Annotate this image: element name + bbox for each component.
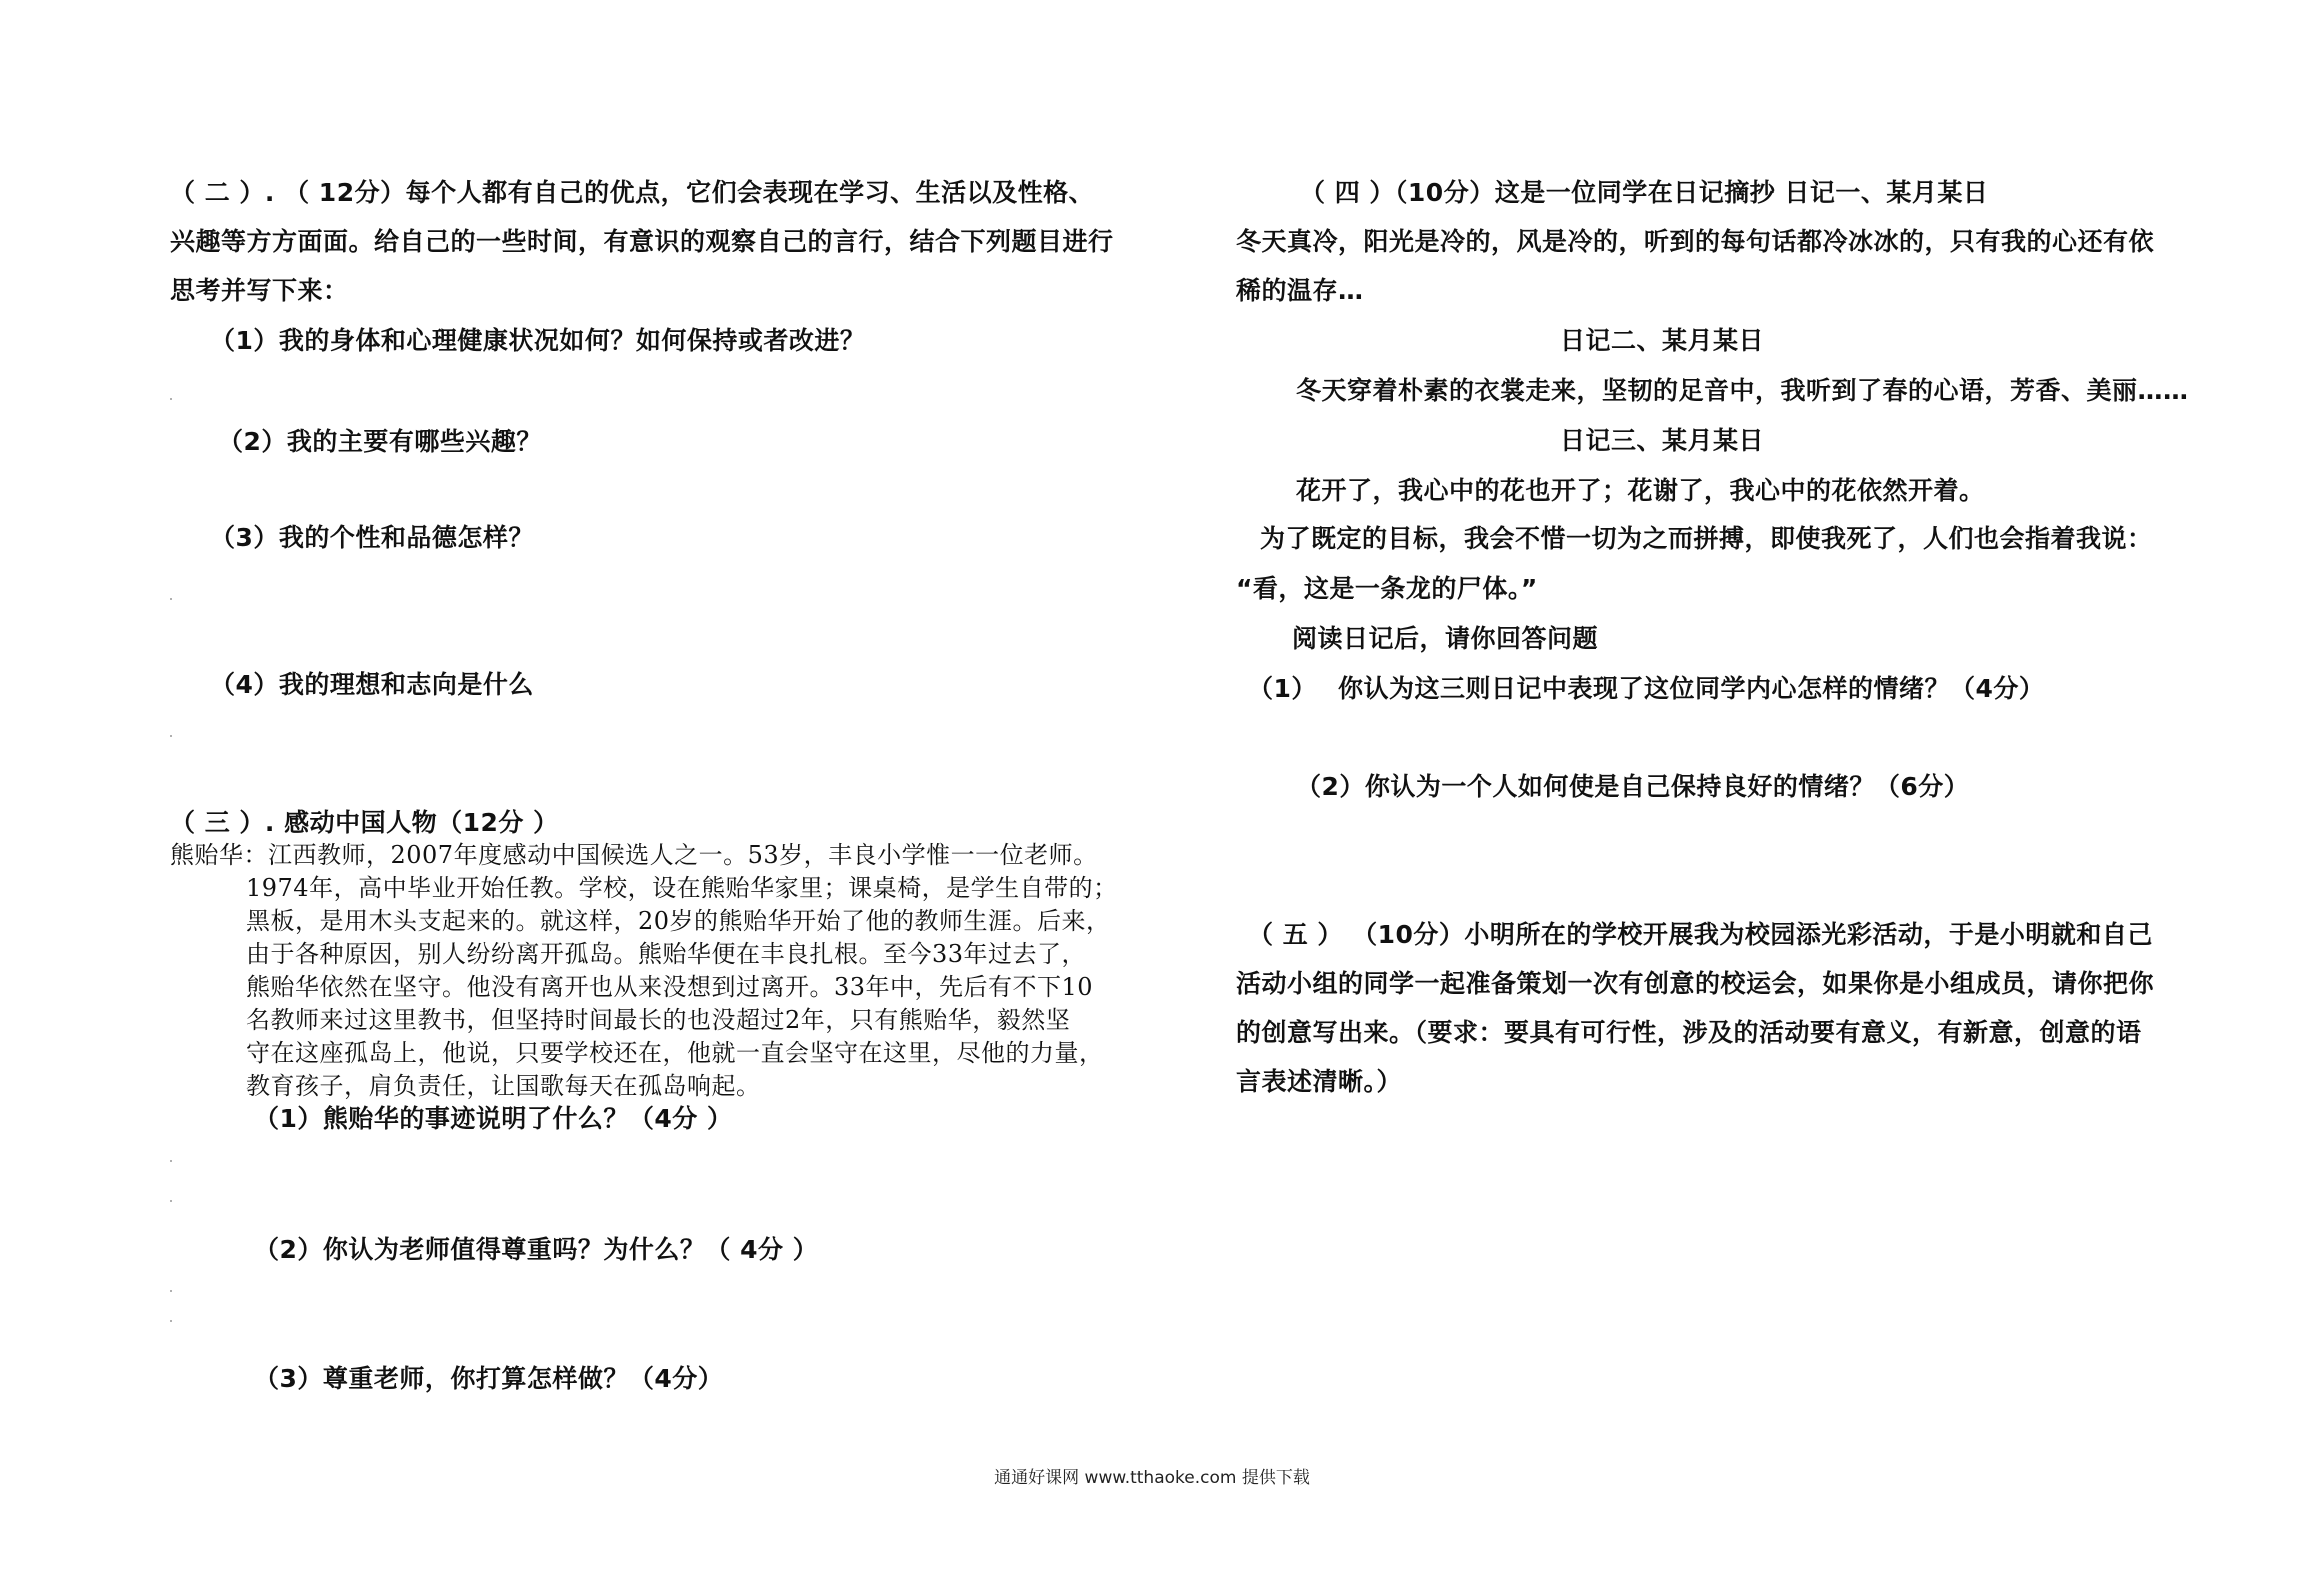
- section2-question4: （4）我的理想和志向是什么: [210, 670, 534, 699]
- section3-heading: （ 三 ）. 感动中国人物（12分 ）: [170, 808, 559, 837]
- scan-speck: [170, 398, 172, 400]
- page-footer: 通通好课网 www.tthaoke.com 提供下载: [994, 1468, 1310, 1488]
- diary1-line2: 稀的温存…: [1236, 276, 1364, 305]
- section4-instruction: 阅读日记后，请你回答问题: [1292, 624, 1599, 653]
- section5-line2: 活动小组的同学一起准备策划一次有创意的校运会，如果你是小组成员，请你把你: [1236, 969, 2155, 998]
- section2-heading-line1: （ 二 ）. （ 12分）每个人都有自己的优点，它们会表现在学习、生活以及性格、: [170, 178, 1095, 207]
- scan-speck: [170, 598, 172, 600]
- diary2-text: 冬天穿着朴素的衣裳走来，坚韧的足音中，我听到了春的心语，芳香、美丽……: [1296, 376, 2189, 405]
- scan-speck: [170, 1160, 172, 1162]
- section2-heading-line2: 兴趣等方方面面。给自己的一些时间，有意识的观察自己的言行，结合下列题目进行: [170, 227, 1114, 256]
- diary3-line2: 为了既定的目标，我会不惜一切为之而拼搏，即使我死了，人们也会指着我说：: [1260, 524, 2153, 553]
- section3-question3: （3）尊重老师，你打算怎样做？（4分）: [254, 1364, 724, 1393]
- section3-passage-line5: 熊贻华依然在坚守。他没有离开也从来没想到过离开。33年中，先后有不下10: [246, 973, 1094, 1001]
- section2-question1: （1）我的身体和心理健康状况如何？如何保持或者改进？: [210, 326, 866, 355]
- diary3-title: 日记三、某月某日: [1560, 426, 1765, 455]
- scan-speck: [170, 1290, 172, 1292]
- section4-question1-text: 你认为这三则日记中表现了这位同学内心怎样的情绪？（4分）: [1338, 674, 2045, 703]
- section5-line4: 言表述清晰。）: [1236, 1067, 1403, 1096]
- section3-passage-line8: 教育孩子，肩负责任，让国歌每天在孤岛响起。: [246, 1072, 761, 1100]
- section3-question1: （1）熊贻华的事迹说明了什么？（4分 ）: [254, 1104, 733, 1133]
- section3-passage-line4: 由于各种原因，别人纷纷离开孤岛。熊贻华便在丰良扎根。至今33年过去了，: [246, 940, 1087, 968]
- section2-question2: （2）我的主要有哪些兴趣？: [218, 427, 542, 456]
- section4-heading: （ 四 ）（10分）这是一位同学在日记摘抄 日记一、某月某日: [1300, 178, 1989, 207]
- diary3-line3: “看，这是一条龙的尸体。”: [1236, 574, 1538, 603]
- section3-passage-line2: 1974年，高中毕业开始任教。学校，设在熊贻华家里；课桌椅，是学生自带的；: [246, 874, 1118, 902]
- scan-speck: [170, 735, 172, 737]
- diary2-title: 日记二、某月某日: [1560, 326, 1765, 355]
- section3-passage-line1: 熊贻华：江西教师，2007年度感动中国候选人之一。53岁，丰良小学惟一一位老师。: [170, 841, 1098, 869]
- scan-speck: [170, 1200, 172, 1202]
- section3-passage-line3: 黑板，是用木头支起来的。就这样，20岁的熊贻华开始了他的教师生涯。后来，: [246, 907, 1111, 935]
- section5-line1: （ 五 ） （10分）小明所在的学校开展我为校园添光彩活动，于是小明就和自己: [1248, 920, 2153, 949]
- section3-passage-line6: 名教师来过这里教书，但坚持时间最长的也没超过2年，只有熊贻华，毅然坚: [246, 1006, 1071, 1034]
- diary3-line1: 花开了，我心中的花也开了；花谢了，我心中的花依然开着。: [1296, 476, 1985, 505]
- section4-question2: （2）你认为一个人如何使是自己保持良好的情绪？（6分）: [1296, 772, 1970, 801]
- section4-question1-number: （1）: [1248, 674, 1317, 703]
- section5-line3: 的创意写出来。（要求：要具有可行性，涉及的活动要有意义，有新意，创意的语: [1236, 1018, 2142, 1047]
- section3-question2: （2）你认为老师值得尊重吗？为什么？（ 4分 ）: [254, 1235, 819, 1264]
- scan-speck: [170, 1320, 172, 1322]
- diary1-line1: 冬天真冷，阳光是冷的，风是冷的，听到的每句话都冷冰冰的，只有我的心还有依: [1236, 227, 2155, 256]
- section3-passage-line7: 守在这座孤岛上，他说，只要学校还在，他就一直会坚守在这里，尽他的力量，: [246, 1039, 1104, 1067]
- section2-question3: （3）我的个性和品德怎样？: [210, 523, 534, 552]
- section2-heading-line3: 思考并写下来：: [170, 276, 349, 305]
